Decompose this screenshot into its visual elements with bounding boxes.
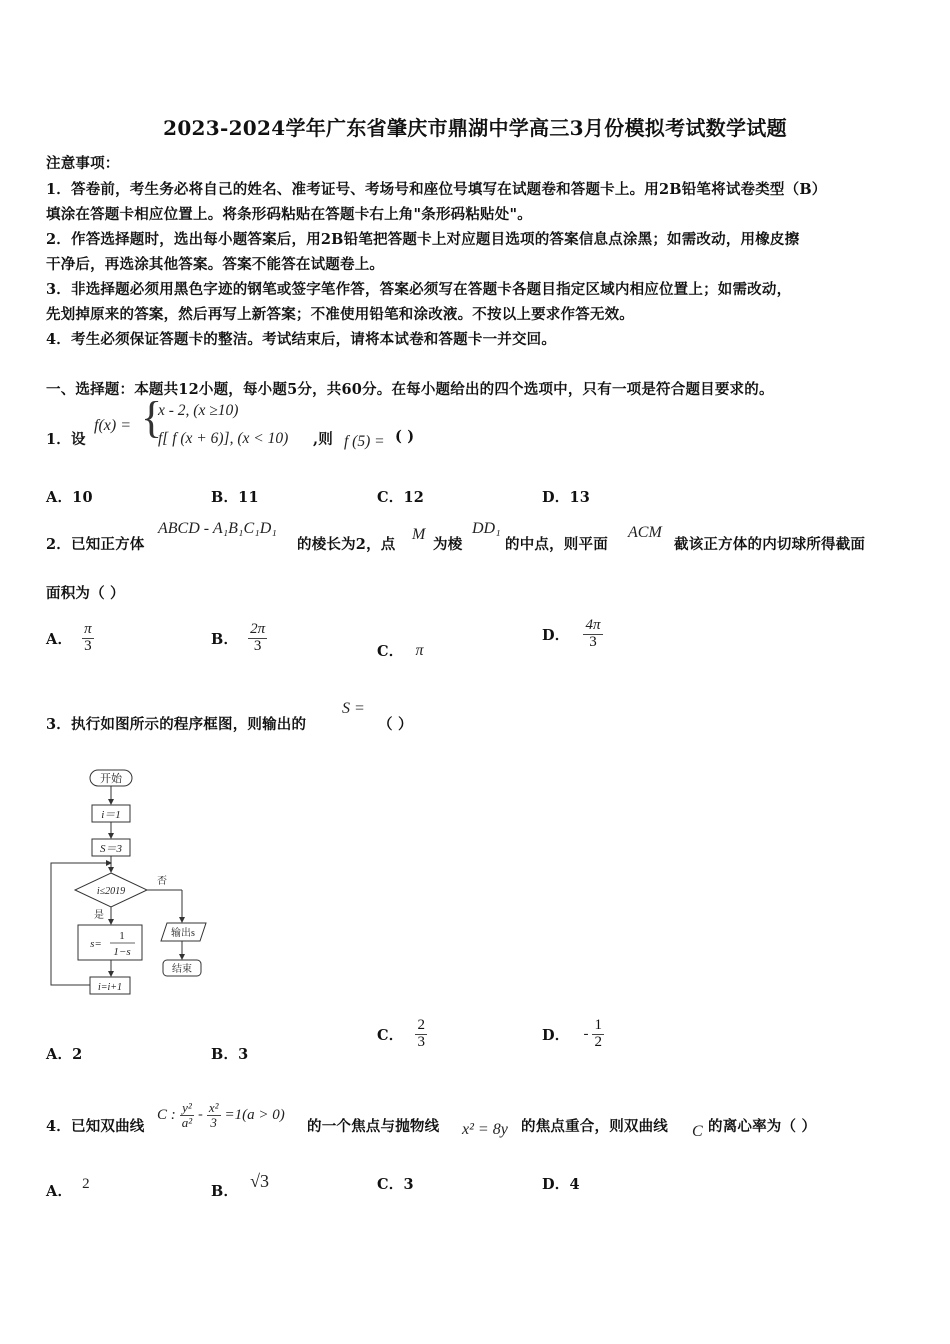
option-label: A． [46, 630, 73, 648]
fraction [592, 1018, 604, 1051]
q2-option-c[interactable] [377, 640, 423, 661]
q4-option-c[interactable]: C．3 [377, 1176, 414, 1193]
q4-prefix: 4．已知双曲线 [46, 1118, 145, 1135]
flow-assign-box [78, 925, 142, 960]
q3-option-c[interactable] [377, 1018, 427, 1051]
option-label: D． [542, 1026, 570, 1044]
flow-increment: i=i+1 [97, 982, 123, 993]
numerator: 2π [250, 621, 266, 637]
flow-output: 输出s [171, 928, 195, 939]
option-label: B． [211, 1183, 239, 1200]
numerator: 4π [585, 617, 601, 633]
q2-option-d[interactable] [542, 618, 603, 651]
denominator: 3 [210, 1114, 217, 1130]
flowchart [46, 762, 216, 1002]
numerator: y² [182, 1100, 192, 1115]
flow-loop-line [51, 863, 111, 985]
q2-cube: ABCD - A₁B₁C₁D₁ [158, 520, 277, 537]
q1-case-2: f[ f (x + 6)], (x < 10) [158, 430, 289, 447]
option-label: B． [211, 630, 239, 648]
q2-text-1: 的棱长为2，点 [297, 536, 396, 553]
q1-case-1: x - 2, (x ≥10) [158, 402, 239, 419]
denominator: 3 [417, 1033, 425, 1050]
notice-line: 先划掉原来的答案，然后再写上新答案；不准使用铅笔和涂改液。不按以上要求作答无效。 [46, 306, 634, 323]
notice-line: 4．考生必须保证答题卡的整洁。考试结束后，请将本试卷和答题卡一并交回。 [46, 331, 557, 348]
q4-option-b[interactable] [211, 1162, 269, 1201]
notice-heading: 注意事项： [46, 155, 120, 172]
q3-paren: （ ） [378, 716, 413, 733]
hyperbola-name: C : [157, 1106, 176, 1123]
q3-option-a[interactable]: A．2 [46, 1046, 83, 1063]
q1-then: ,则 [313, 431, 333, 448]
hyperbola-eq: =1(a > 0) [224, 1106, 285, 1123]
flow-start: 开始 [100, 773, 122, 785]
q2-option-b[interactable] [211, 622, 267, 655]
denominator: 3 [84, 637, 92, 654]
section-heading: 一、选择题：本题共12小题，每小题5分，共60分。在每小题给出的四个选项中，只有一项是符合题目要求的。 [46, 381, 774, 398]
q2-plane: ACM [628, 524, 662, 541]
fraction [82, 622, 94, 655]
denominator: 3 [253, 637, 262, 654]
q1-brace: { [141, 393, 163, 442]
q2-option-a[interactable] [46, 622, 94, 655]
q3-s: S = [342, 700, 365, 717]
q4-text-3: 的离心率为（ ） [708, 1118, 817, 1135]
q3-option-b[interactable]: B．3 [211, 1046, 249, 1063]
q4-hyperbola [157, 1101, 285, 1129]
q2-text-line2: 面积为（ ） [46, 585, 125, 602]
fraction [207, 1101, 221, 1129]
flow-yes-label: 是 [94, 910, 104, 921]
flow-assign-lhs: s= [90, 938, 102, 950]
q4-option-a[interactable] [46, 1168, 90, 1201]
q1-option-b[interactable]: B．11 [211, 489, 259, 506]
fraction [180, 1101, 194, 1129]
flow-init-i: i＝1 [101, 809, 121, 821]
numerator: 1 [594, 1017, 602, 1033]
q2-edge: DD₁ [472, 520, 501, 537]
page-title: 2023-2024学年广东省肇庆市鼎湖中学高三3月份模拟考试数学试题 [163, 116, 787, 140]
q3-text: 3．执行如图所示的程序框图，则输出的 [46, 716, 307, 733]
q4-text-2: 的焦点重合，则双曲线 [521, 1118, 668, 1135]
q2-text-4: 截该正方体的内切球所得截面 [674, 536, 866, 553]
notice-line: 1．答卷前，考生务必将自己的姓名、准考证号、考场号和座位号填写在试题卷和答题卡上。用2B铅笔将试卷类型（B） [46, 181, 827, 198]
q3-option-d[interactable] [542, 1018, 604, 1051]
q4-c: C [692, 1123, 703, 1140]
q1-function: f(x) = [94, 417, 131, 434]
flow-assign-den: 1−s [113, 946, 131, 958]
fraction [248, 622, 267, 655]
option-label: C． [377, 643, 404, 660]
q1-prefix: 1．设 [46, 431, 86, 448]
q4-option-d[interactable]: D．4 [542, 1176, 580, 1193]
notice-line: 3．非选择题必须用黑色字迹的钢笔或签字笔作答，答案必须写在答题卡各题目指定区域内相应位置上；如需改动， [46, 281, 792, 298]
q2-point-m: M [412, 526, 426, 543]
numerator: 2 [417, 1017, 425, 1033]
option-value: √3 [250, 1171, 270, 1191]
option-value: 2 [82, 1176, 90, 1192]
notice-line: 2．作答选择题时，选出每小题答案后，用2B铅笔把答题卡上对应题目选项的答案信息点涂黑；如需改动，用橡皮擦 [46, 231, 800, 248]
q4-parabola: x² = 8y [462, 1121, 508, 1138]
q2-text-2: 为棱 [433, 536, 463, 553]
q1-option-d[interactable]: D．13 [542, 489, 591, 506]
q1-option-c[interactable]: C．12 [377, 489, 425, 506]
q1-option-a[interactable]: A．10 [46, 489, 93, 506]
option-label: D． [542, 626, 570, 644]
flow-assign-num: 1 [119, 930, 125, 942]
flow-init-s: S＝3 [100, 843, 122, 855]
flow-no-label: 否 [157, 876, 167, 887]
fraction [583, 618, 602, 651]
fraction [415, 1018, 427, 1051]
q1-f5: f (5) = [344, 433, 385, 450]
denominator: 2 [594, 1033, 602, 1050]
q2-text-3: 的中点，则平面 [505, 536, 608, 553]
denominator: 3 [589, 633, 597, 650]
option-label: A． [46, 1183, 73, 1200]
q1-paren: ( ) [395, 428, 415, 445]
q2-prefix: 2．已知正方体 [46, 536, 145, 553]
option-label: C． [377, 1026, 404, 1044]
q4-text-1: 的一个焦点与抛物线 [307, 1118, 440, 1135]
minus-sign: - [583, 1025, 589, 1042]
option-value: π [415, 641, 424, 659]
numerator: π [84, 621, 92, 637]
flow-end: 结束 [172, 964, 192, 975]
flow-condition: i≤2019 [96, 886, 126, 897]
minus-sign: - [198, 1107, 203, 1123]
numerator: x² [208, 1100, 219, 1115]
notice-line: 填涂在答题卡相应位置上。将条形码粘贴在答题卡右上角"条形码粘贴处"。 [46, 206, 532, 223]
denominator: a² [181, 1114, 193, 1130]
notice-line: 干净后，再选涂其他答案。答案不能答在试题卷上。 [46, 256, 385, 273]
